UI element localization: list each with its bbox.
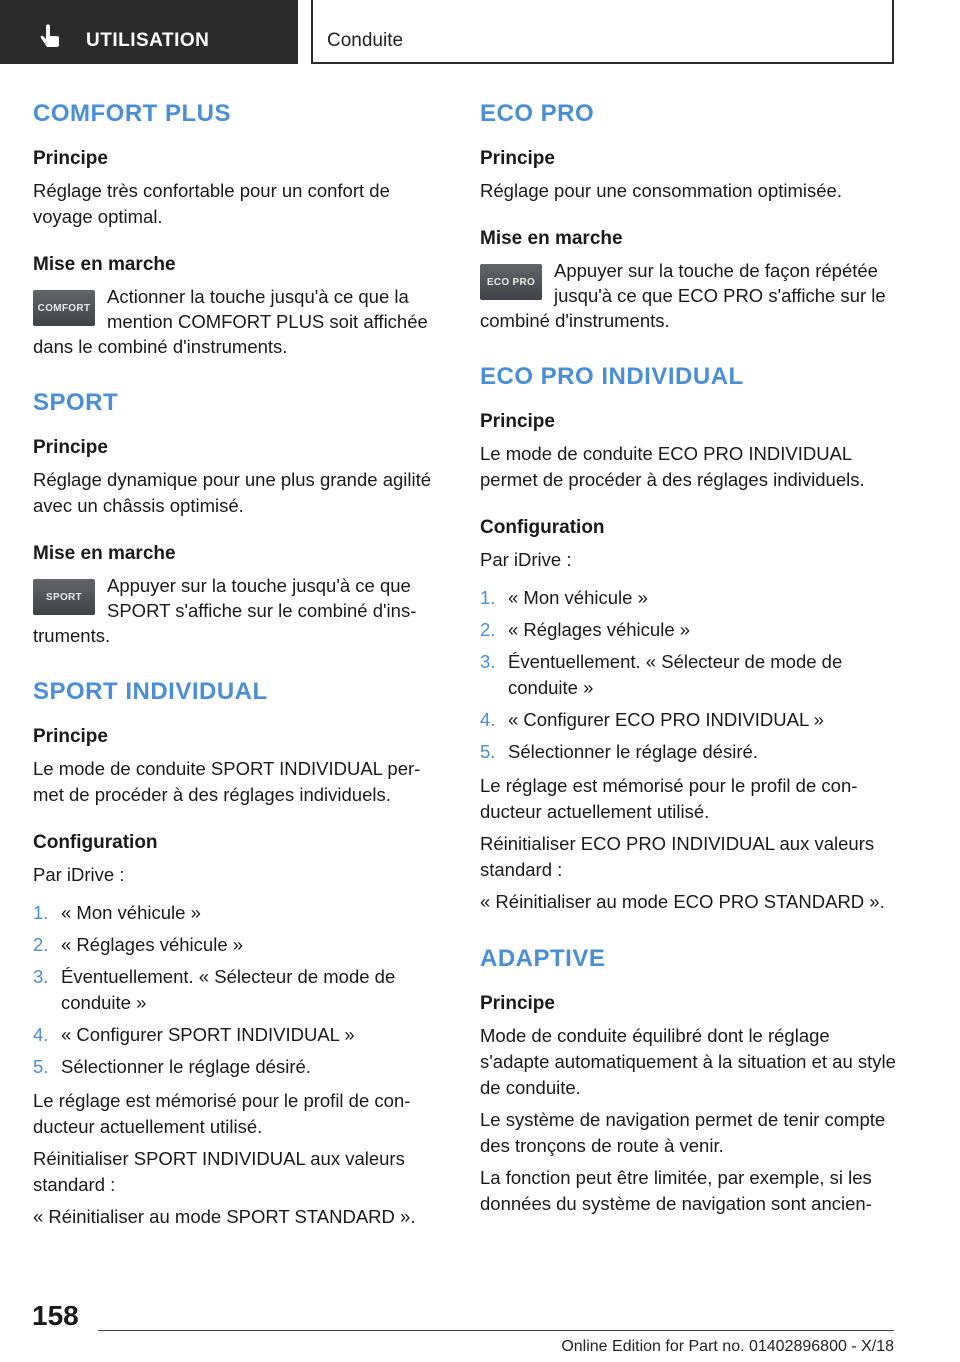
section-title: SPORT xyxy=(33,389,119,416)
list-item: 5. Sélectionner le réglage désiré. xyxy=(480,741,758,762)
paragraph: Le système de navigation permet de tenir compte des tronçons de route à venir. xyxy=(480,1109,886,1156)
paragraph: Le réglage est mémorisé pour le profil de con-ducteur actuellement utilisé. xyxy=(480,775,858,822)
subheading: Principe xyxy=(33,148,108,169)
steps-list xyxy=(480,585,896,765)
button-instruction xyxy=(480,258,896,333)
subheading: Configuration xyxy=(480,517,605,538)
steps-list xyxy=(33,900,449,1080)
paragraph: Par iDrive : xyxy=(33,864,125,885)
subheading: Mise en marche xyxy=(33,254,176,275)
section-eco-pro xyxy=(480,100,896,333)
subheading: Mise en marche xyxy=(33,543,176,564)
subheading: Principe xyxy=(480,411,555,432)
section-title: ECO PRO xyxy=(480,100,595,127)
button-instruction xyxy=(33,573,449,648)
section-adaptive xyxy=(480,945,896,1217)
paragraph: La fonction peut être limitée, par exemple, si les données du système de navigation sont ancien- xyxy=(480,1167,872,1214)
paragraph: Réglage très confortable pour un confort de voyage optimal. xyxy=(33,180,390,227)
subheading: Mise en marche xyxy=(480,228,623,249)
section-title: SPORT INDIVIDUAL xyxy=(33,678,268,705)
eco-pro-button-image: ECO PRO xyxy=(480,264,542,300)
list-item: 2. « Réglages véhicule » xyxy=(33,934,244,955)
paragraph: Réglage pour une consommation optimisée. xyxy=(480,180,842,201)
paragraph: Actionner la touche jusqu'à ce que la mention COMFORT PLUS soit affichée dans le combiné d'instruments. xyxy=(33,286,428,357)
paragraph: Le réglage est mémorisé pour le profil de con-ducteur actuellement utilisé. xyxy=(33,1090,411,1137)
footer-divider xyxy=(98,1330,894,1331)
sport-button-image: SPORT xyxy=(33,579,95,615)
section-title: ADAPTIVE xyxy=(480,945,606,972)
section-sport xyxy=(33,389,449,648)
list-item: 3. Éventuellement. « Sélecteur de mode de conduite » xyxy=(480,651,843,698)
list-item: 5. Sélectionner le réglage désiré. xyxy=(33,1056,311,1077)
header-section-tab xyxy=(0,0,298,64)
comfort-button-image: COMFORT xyxy=(33,290,95,326)
list-item: 2. « Réglages véhicule » xyxy=(480,619,691,640)
paragraph: Réinitialiser ECO PRO INDIVIDUAL aux valeurs standard : xyxy=(480,833,875,880)
section-eco-pro-individual xyxy=(480,363,896,915)
subheading: Principe xyxy=(33,437,108,458)
list-item: 3. Éventuellement. « Sélecteur de mode de conduite » xyxy=(33,966,396,1013)
section-sport-individual xyxy=(33,678,449,1230)
subheading: Principe xyxy=(33,726,108,747)
paragraph: Le mode de conduite ECO PRO INDIVIDUAL permet de procéder à des réglages individuels. xyxy=(480,443,865,490)
header-section-label: UTILISATION xyxy=(86,30,210,51)
hand-pointer-icon xyxy=(38,24,62,52)
left-column xyxy=(33,100,449,1260)
paragraph: Appuyer sur la touche de façon répétée jusqu'à ce que ECO PRO s'affiche sur le combiné d'instruments. xyxy=(480,260,886,331)
paragraph: « Réinitialiser au mode ECO PRO STANDARD ». xyxy=(480,891,885,912)
list-item: 4. « Configurer ECO PRO INDIVIDUAL » xyxy=(480,709,824,730)
paragraph: Réinitialiser SPORT INDIVIDUAL aux valeurs standard : xyxy=(33,1148,405,1195)
right-column xyxy=(480,100,896,1247)
footer-edition: Online Edition for Part no. 01402896800 - X/18 xyxy=(561,1338,894,1355)
subheading: Configuration xyxy=(33,832,158,853)
page-number: 158 xyxy=(32,1300,79,1331)
subheading: Principe xyxy=(480,993,555,1014)
list-item: 1. « Mon véhicule » xyxy=(33,902,201,923)
header-chapter-label: Conduite xyxy=(327,30,404,51)
header-chapter-tab xyxy=(311,0,894,64)
section-title: ECO PRO INDIVIDUAL xyxy=(480,363,744,390)
subheading: Principe xyxy=(480,148,555,169)
section-comfort-plus xyxy=(33,100,449,359)
list-item: 4. « Configurer SPORT INDIVIDUAL » xyxy=(33,1024,355,1045)
section-title: COMFORT PLUS xyxy=(33,100,231,127)
list-item: 1. « Mon véhicule » xyxy=(480,587,648,608)
paragraph: Appuyer sur la touche jusqu'à ce que SPORT s'affiche sur le combiné d'ins-truments. xyxy=(33,575,417,646)
paragraph: Le mode de conduite SPORT INDIVIDUAL per-met de procéder à des réglages individuels. xyxy=(33,758,421,805)
button-instruction xyxy=(33,284,449,359)
paragraph: « Réinitialiser au mode SPORT STANDARD ». xyxy=(33,1206,416,1227)
paragraph: Par iDrive : xyxy=(480,549,572,570)
paragraph: Mode de conduite équilibré dont le réglage s'adapte automatiquement à la situation et au style de conduite. xyxy=(480,1025,896,1098)
paragraph: Réglage dynamique pour une plus grande agilité avec un châssis optimisé. xyxy=(33,469,432,516)
